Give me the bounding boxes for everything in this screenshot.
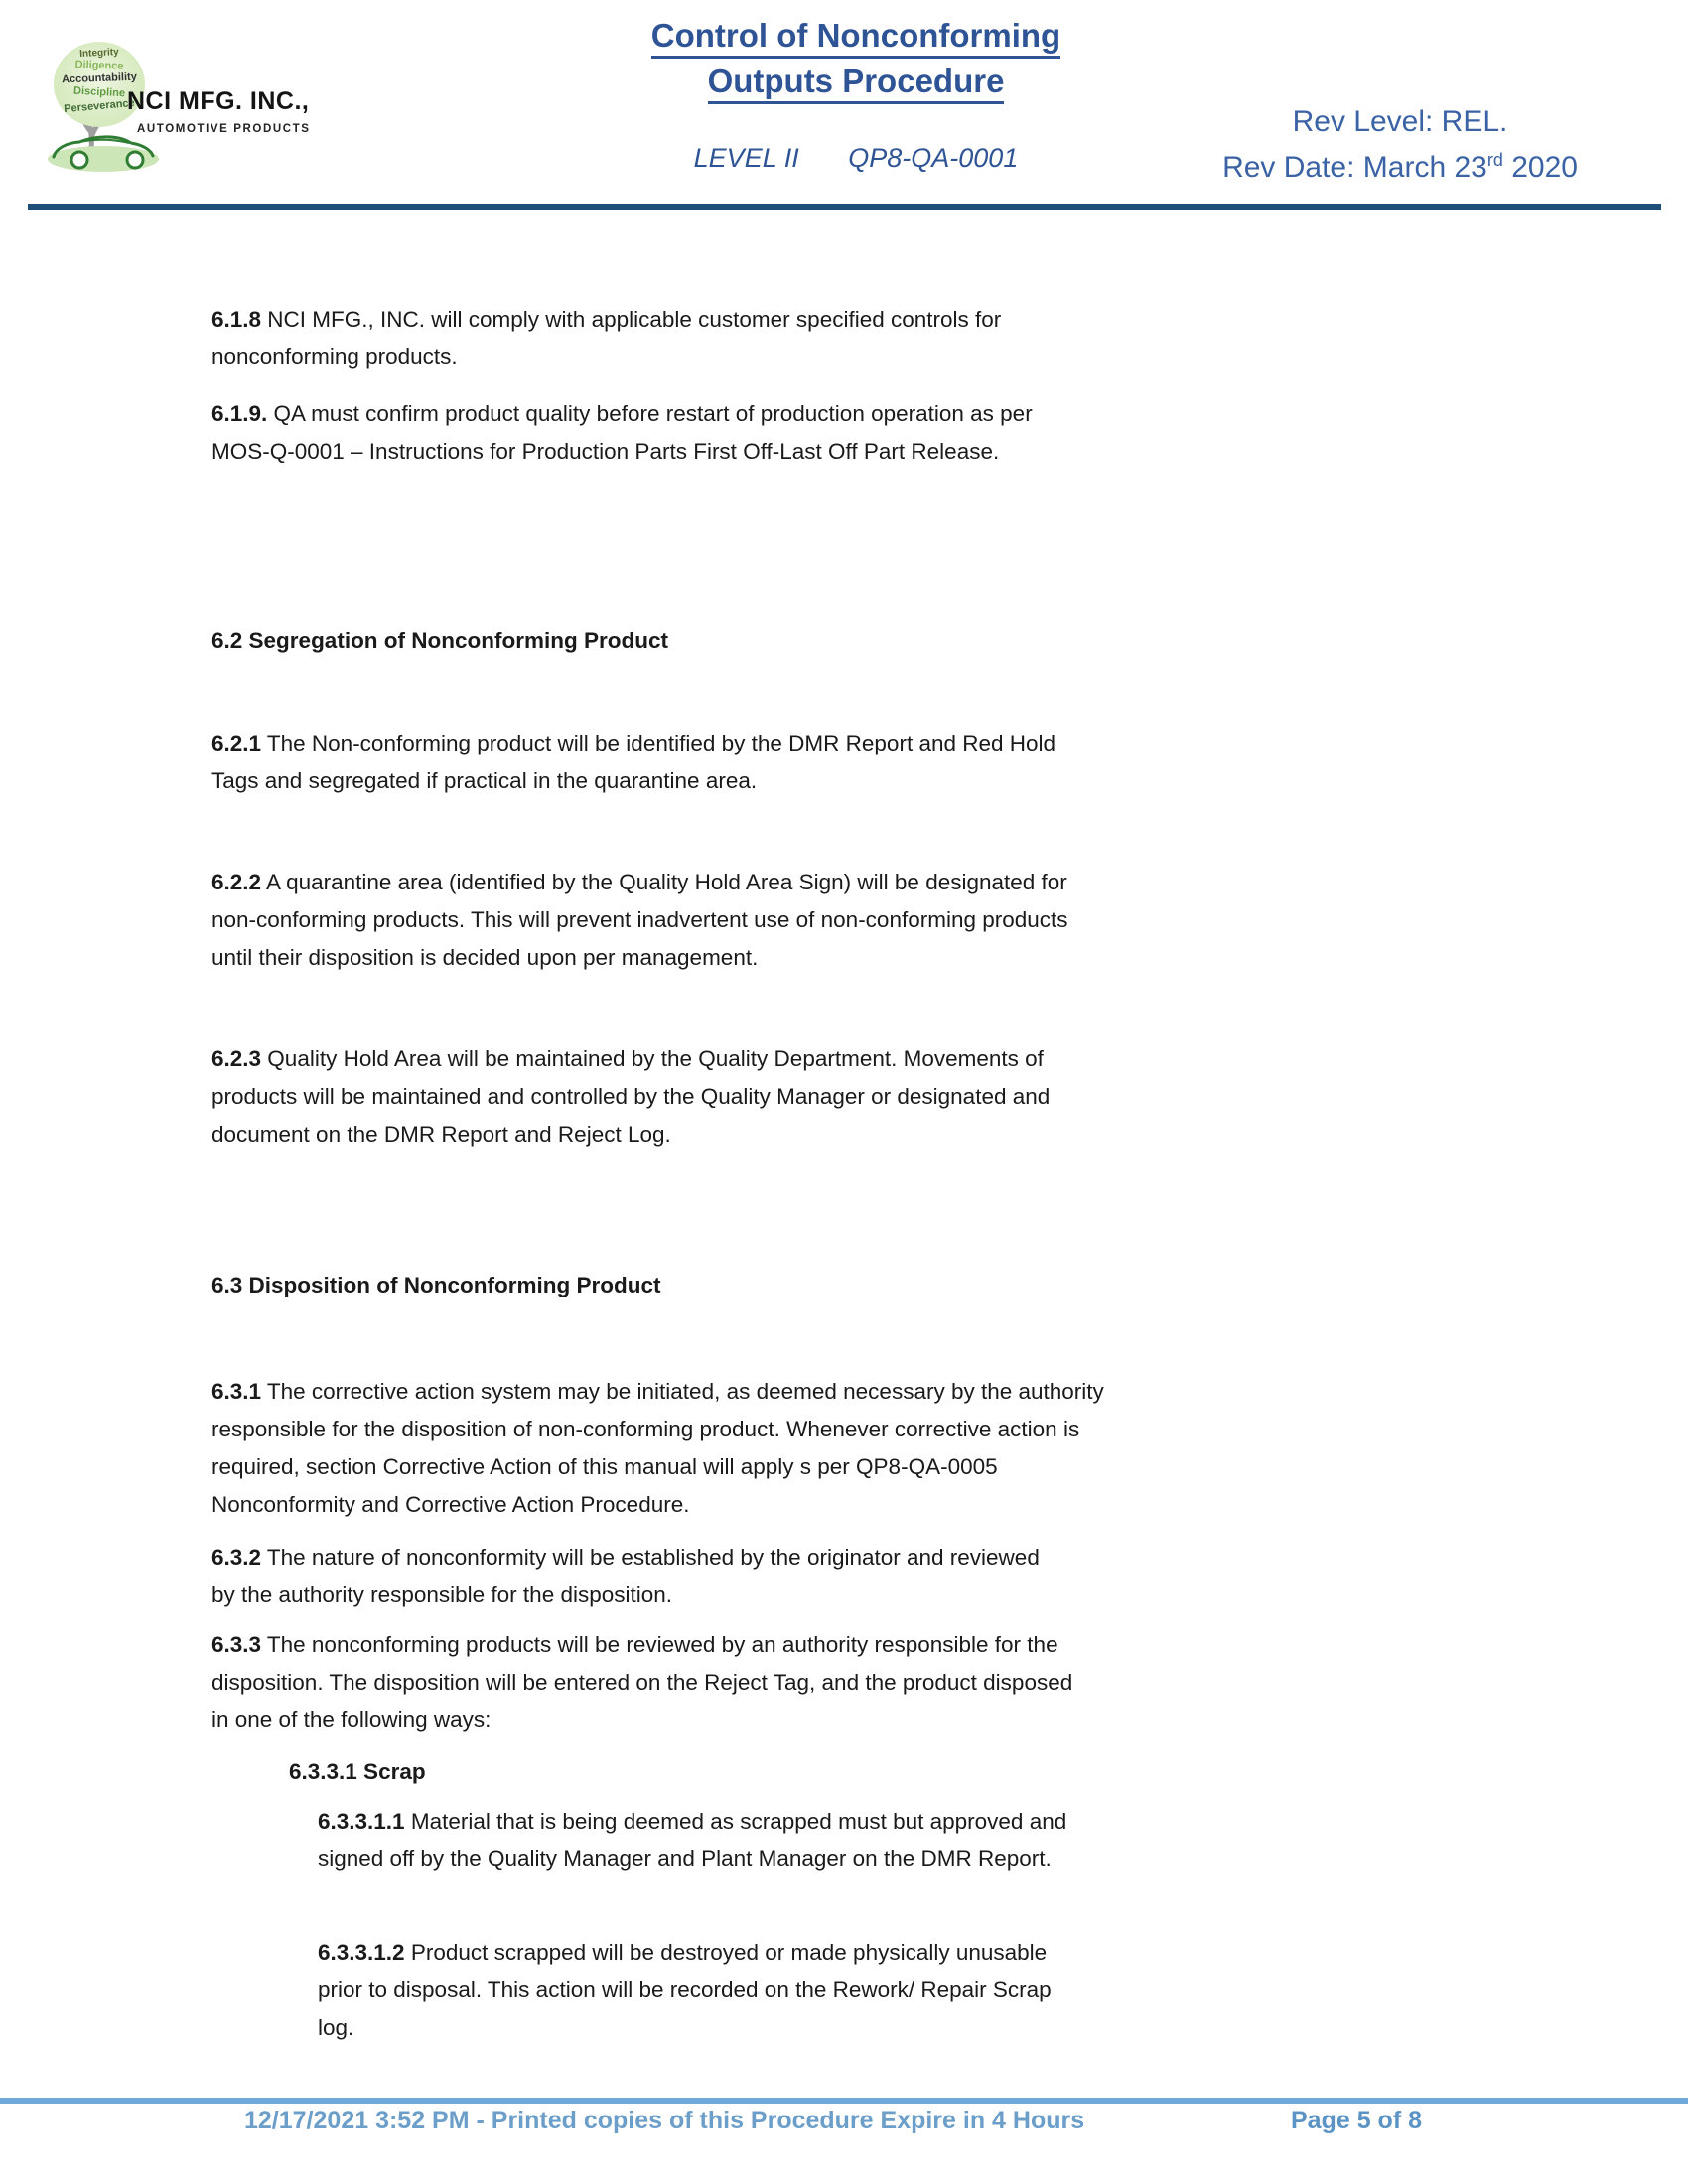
paragraph-6-3-3 bbox=[211, 1626, 1075, 1739]
paragraph-6-3-3-1-1 bbox=[318, 1803, 1092, 1878]
clause-number-6-2-3: 6.2.3 bbox=[211, 1046, 262, 1071]
clause-text-6-1-8: NCI MFG., INC. will comply with applicable customer specified controls for nonconforming products. bbox=[211, 307, 1002, 369]
header-rule bbox=[28, 204, 1661, 210]
clause-number-6-3-3-1-1: 6.3.3.1.1 bbox=[318, 1809, 405, 1834]
doc-meta-line bbox=[508, 143, 1203, 174]
clause-number-6-3-2: 6.3.2 bbox=[211, 1545, 262, 1570]
clause-text-6-3-3-1-2: Product scrapped will be destroyed or made physically unusable prior to disposal. This action will be recorded on the Rework/ Repair Scrap log. bbox=[318, 1940, 1052, 2040]
clause-text-6-1-9: QA must confirm product quality before restart of production operation as per MOS-Q-0001 – Instructions for Production Parts First Off-Last Off Part Release. bbox=[211, 401, 1033, 464]
canopy-word-diligence: Diligence bbox=[74, 59, 124, 72]
paragraph-6-2-1 bbox=[211, 725, 1075, 800]
clause-number-6-1-8: 6.1.8 bbox=[211, 307, 262, 332]
clause-text-6-3-3-1-1: Material that is being deemed as scrapped must but approved and signed off by the Quality Manager and Plant Manager on the DMR Report. bbox=[318, 1809, 1067, 1871]
section-heading-6-2: 6.2 Segregation of Nonconforming Product bbox=[211, 628, 669, 653]
doc-title-line1: Control of Nonconforming bbox=[508, 14, 1203, 58]
paragraph-6-1-8 bbox=[211, 301, 1085, 376]
clause-text-6-3-3: The nonconforming products will be reviewed by an authority responsible for the disposition. The disposition will be entered on the Reject Tag, and the product disposed in one of the following ways: bbox=[211, 1632, 1073, 1732]
doc-title-line2: Outputs Procedure bbox=[508, 60, 1203, 103]
paragraph-6-2-3 bbox=[211, 1040, 1085, 1154]
revision-block bbox=[1142, 103, 1658, 187]
clause-text-6-3-2: The nature of nonconformity will be established by the originator and reviewed by the authority responsible for the disposition. bbox=[211, 1545, 1040, 1607]
section-heading-6-3: 6.3 Disposition of Nonconforming Product bbox=[211, 1273, 661, 1297]
paragraph-6-3-3-1-2 bbox=[318, 1934, 1092, 2047]
footer-page-number: Page 5 of 8 bbox=[1291, 2107, 1422, 2134]
paragraph-6-1-9 bbox=[211, 395, 1085, 471]
paragraph-6-3-1 bbox=[211, 1373, 1105, 1524]
clause-text-6-2-2: A quarantine area (identified by the Quality Hold Area Sign) will be designated for non-conforming products. This will prevent inadvertent use of non-conforming products until their disposition is decided upon per management. bbox=[211, 870, 1068, 970]
clause-text-6-2-1: The Non-conforming product will be identified by the DMR Report and Red Hold Tags and segregated if practical in the quarantine area. bbox=[211, 731, 1056, 793]
clause-number-6-3-3: 6.3.3 bbox=[211, 1632, 262, 1657]
doc-number: QP8-QA-0001 bbox=[848, 143, 1019, 173]
clause-number-6-3-3-1-2: 6.3.3.1.2 bbox=[318, 1940, 405, 1965]
footer-rule bbox=[0, 2098, 1688, 2104]
company-logo bbox=[40, 36, 357, 185]
company-tagline: AUTOMOTIVE PRODUCTS bbox=[137, 123, 311, 135]
doc-level-label: LEVEL II bbox=[693, 143, 799, 173]
paragraph-6-2-2 bbox=[211, 864, 1085, 977]
clause-text-6-2-3: Quality Hold Area will be maintained by the Quality Department. Movements of products will be maintained and controlled by the Quality Manager or designated and document on the DMR Report and Reject Log. bbox=[211, 1046, 1051, 1147]
section-heading-6-3-3-1-scrap: 6.3.3.1 Scrap bbox=[289, 1759, 426, 1784]
company-name: NCI MFG. INC., bbox=[127, 87, 310, 115]
clause-text-6-3-1: The corrective action system may be initiated, as deemed necessary by the authority responsible for the disposition of non-conforming product. Whenever corrective action is required, section Corrective Action of this manual will apply s per QP8-QA-0005 Nonconformity and Corrective Action Procedure. bbox=[211, 1379, 1104, 1517]
canopy-word-integrity: Integrity bbox=[78, 46, 119, 61]
clause-number-6-3-1: 6.3.1 bbox=[211, 1379, 262, 1404]
canopy-word-accountability: Accountability bbox=[61, 70, 138, 86]
clause-number-6-1-9: 6.1.9. bbox=[211, 401, 268, 426]
footer-print-expiry-note: 12/17/2021 3:52 PM - Printed copies of this Procedure Expire in 4 Hours bbox=[244, 2107, 1085, 2134]
rev-date: Rev Date: March 23rd 2020 bbox=[1222, 150, 1578, 184]
rev-level: Rev Level: REL. bbox=[1292, 105, 1508, 138]
canopy-word-perseverance: Perseverance bbox=[63, 96, 136, 116]
paragraph-6-3-2 bbox=[211, 1539, 1055, 1614]
clause-number-6-2-1: 6.2.1 bbox=[211, 731, 262, 755]
canopy-word-discipline: Discipline bbox=[72, 84, 126, 100]
clause-number-6-2-2: 6.2.2 bbox=[211, 870, 262, 894]
